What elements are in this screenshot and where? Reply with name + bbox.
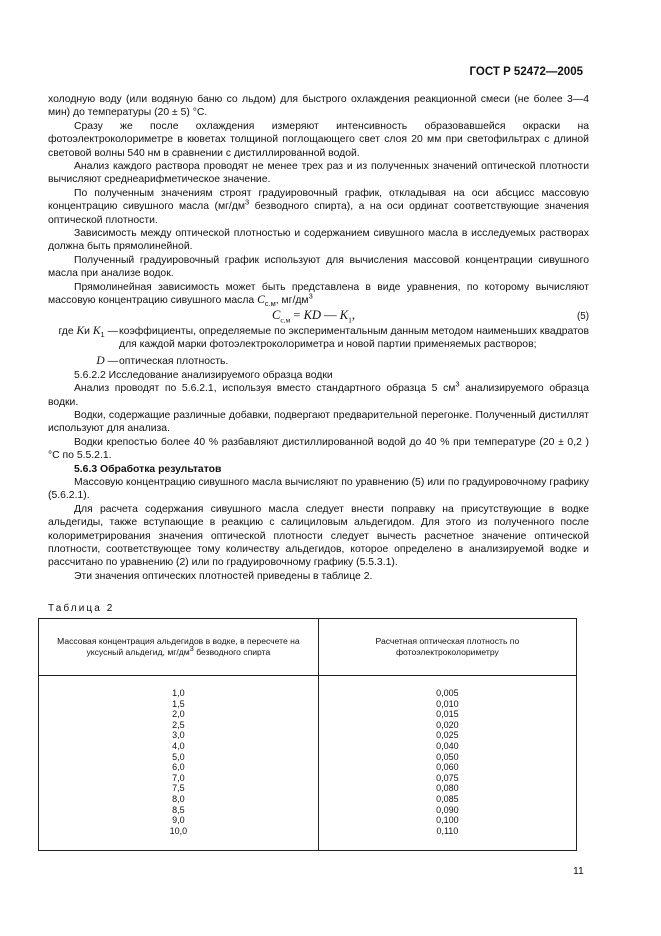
- table-2: [38, 618, 577, 851]
- cell-optical-density: 0,085: [318, 794, 576, 805]
- definition-term: где Kи $K_1$ —: [58, 324, 118, 339]
- cell-concentration: 3,0: [39, 730, 319, 741]
- cell-concentration: 10,0: [39, 826, 319, 851]
- paragraph: Эти значения оптических плотностей приведены в таблице 2.: [74, 570, 373, 582]
- paragraph: Анализ проводят по 5.6.2.1, используя вместо стандартного образца 5 $см^3$ анализируемого образца водки.: [48, 379, 589, 408]
- paragraph: Водки, содержащие различные добавки, подвергают предварительной перегонке. Полученный дистиллят используют для анализа.: [48, 409, 589, 435]
- cell-concentration: 7,5: [39, 783, 319, 794]
- cell-optical-density: 0,075: [318, 773, 576, 784]
- table-row: [39, 709, 577, 720]
- cell-concentration: 7,0: [39, 773, 319, 784]
- cell-concentration: 2,5: [39, 720, 319, 731]
- table-row: [39, 688, 577, 699]
- cell-optical-density: 0,040: [318, 741, 576, 752]
- cell-optical-density: 0,015: [318, 709, 576, 720]
- paragraph: Полученный градуировочный график используют для вычисления массовой концентрации сивушного масла при анализе водок.: [48, 254, 589, 280]
- table-header-row: [39, 619, 577, 676]
- table-row: [39, 752, 577, 763]
- paragraph: Для расчета содержания сивушного масла следует внести поправку на присутствующие в водке альдегиды, также вступающие в реакцию с салициловым альдегидом. Для этого из полученного после колориметрирования значения оптической плотности следует вычесть расчетное значение оптической плотности, соответствующее тому количеству альдегидов, которое определено в анализируемой водке и рассчитано по уравнению (2) или по градуировочному графику (5.5.3.1).: [48, 503, 589, 569]
- cell-concentration: 5,0: [39, 752, 319, 763]
- cell-concentration: 8,5: [39, 805, 319, 816]
- cell-optical-density: 0,005: [318, 688, 576, 699]
- table-caption: Таблица 2: [48, 603, 115, 614]
- table-row: [39, 773, 577, 784]
- section-title: 5.6.3 Обработка результатов: [74, 463, 222, 475]
- definition-text: коэффициенты, определяемые по экспериментальным данным методом наименьших квадратов для каждой марки фотоэлектроколориметра и новой партии применяемых растворов;: [119, 325, 589, 350]
- cell-optical-density: 0,020: [318, 720, 576, 731]
- table-spacer-row: [39, 676, 577, 689]
- paragraph: Массовую концентрацию сивушного масла вычисляют по уравнению (5) или по градуировочному графику (5.6.2.1).: [48, 476, 589, 502]
- subsection-title: 5.6.2.2 Исследование анализируемого образца водки: [74, 369, 333, 381]
- formula-expression: $С_{с.м}$ = KD — $K_1$,: [272, 307, 355, 324]
- table-row: [39, 805, 577, 816]
- cell-optical-density: 0,010: [318, 699, 576, 710]
- table-row: [39, 730, 577, 741]
- paragraph: По полученным значениям строят градуировочный график, откладывая на оси абсцисс массовую концентрацию сивушного масла ($мг/дм^3$ безводного спирта), а на оси ординат соответствующие значения оптической плотности.: [48, 187, 590, 226]
- cell-optical-density: 0,090: [318, 805, 576, 816]
- definition-k: [48, 325, 589, 352]
- cell-optical-density: 0,050: [318, 752, 576, 763]
- document-header: ГОСТ Р 52472—2005: [469, 66, 583, 78]
- cell-optical-density: 0,080: [318, 783, 576, 794]
- cell-optical-density: 0,110: [318, 826, 576, 851]
- cell-concentration: 1,0: [39, 688, 319, 699]
- paragraph: Зависимость между оптической плотностью и содержанием сивушного масла в исследуемых растворах должна быть прямолинейной.: [48, 228, 589, 253]
- table-row: [39, 826, 577, 851]
- formula-5: [48, 309, 589, 324]
- table-row: [39, 720, 577, 731]
- table-body: [39, 676, 577, 851]
- cell-concentration: 4,0: [39, 741, 319, 752]
- paragraph: Прямолинейная зависимость может быть представлена в виде уравнения, по которому вычисляют массовую концентрацию сивушного масла $С_{с.м}$, $мг/дм^3$: [48, 281, 589, 309]
- table-row: [39, 762, 577, 773]
- cell-concentration: 9,0: [39, 815, 319, 826]
- cell-optical-density: 0,100: [318, 815, 576, 826]
- cell-optical-density: 0,060: [318, 762, 576, 773]
- table-row: [39, 783, 577, 794]
- table-row: [39, 794, 577, 805]
- paragraph: холодную воду (или водяную баню со льдом) для быстрого охлаждения реакционной смеси (не более 3—4 мин) до температуры (20 ± 5) °С.: [48, 94, 589, 119]
- cell-concentration: 2,0: [39, 709, 319, 720]
- table-row: [39, 815, 577, 826]
- paragraph: Сразу же после охлаждения измеряют интенсивность образовавшейся окраски на фотоэлектроколориметре в кюветах толщиной поглощающего свет слоя 20 мм при светофильтрах с длиной световой волны 540 нм в сравнении с дистиллированной водой.: [48, 120, 589, 159]
- paragraph: Водки крепостью более 40 % разбавляют дистиллированной водой до 40 % при температуре (20 ± 0,2 ) °С по 5.5.2.1.: [48, 436, 589, 462]
- cell-concentration: 1,5: [39, 699, 319, 710]
- table-row: [39, 741, 577, 752]
- table-row: [39, 699, 577, 710]
- definition-text: оптическая плотность.: [119, 356, 229, 368]
- cell-optical-density: 0,025: [318, 730, 576, 741]
- cell-concentration: 6,0: [39, 762, 319, 773]
- column-header-density: Расчетная оптическая плотность по фотоэлектроколориметру: [318, 619, 576, 676]
- formula-number: (5): [577, 310, 589, 322]
- page-body: [48, 93, 589, 583]
- definition-term: D —: [96, 355, 118, 368]
- cell-concentration: 8,0: [39, 794, 319, 805]
- paragraph: Анализ каждого раствора проводят не менее трех раз и из полученных значений оптической плотности вычисляют среднеарифметическое значение.: [48, 161, 589, 186]
- column-header-concentration: Массовая концентрация альдегидов в водке, в пересчете на уксусный альдегид, $мг/дм^3$ безводного спирта: [39, 619, 319, 676]
- definition-d: [48, 355, 589, 368]
- page-number: 11: [573, 866, 584, 877]
